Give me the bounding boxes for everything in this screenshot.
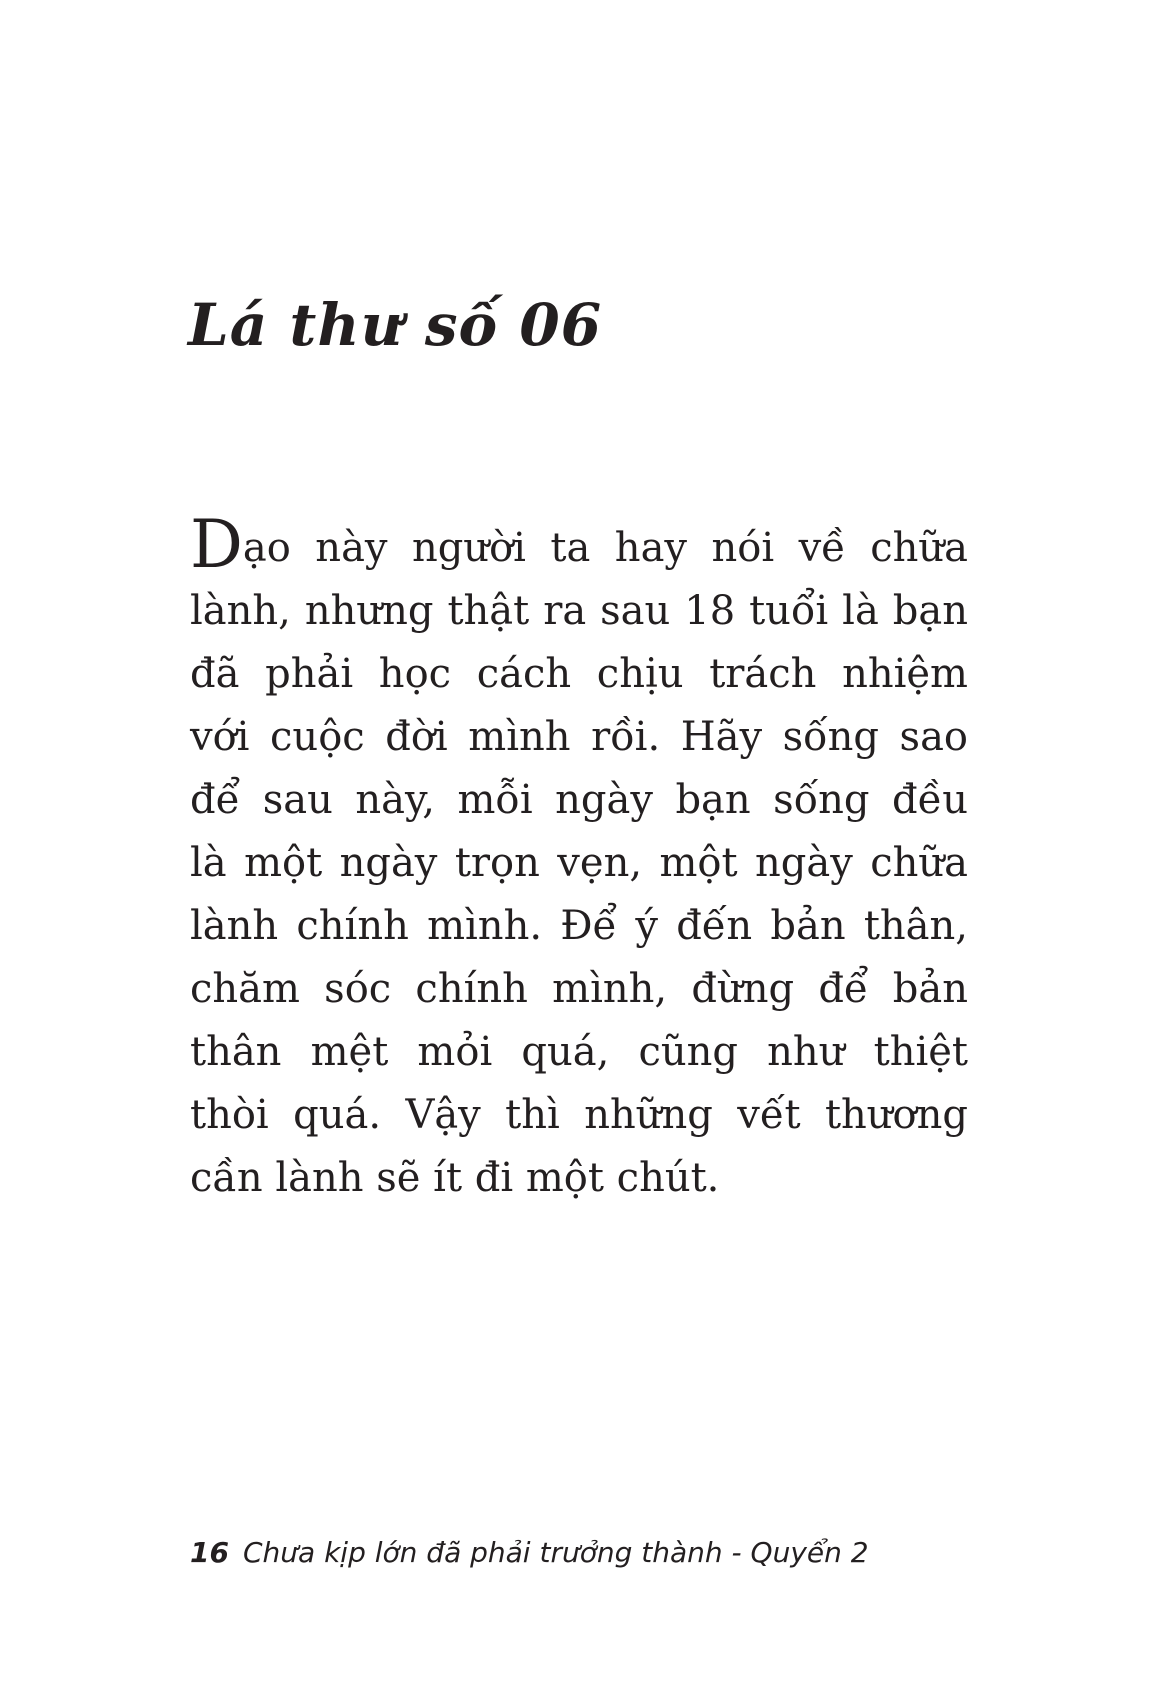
body-line: thòi quá. Vậy thì những vết thương: [190, 1092, 968, 1138]
body-line: với cuộc đời mình rồi. Hãy sống sao: [190, 714, 968, 760]
body-line: đã phải học cách chịu trách nhiệm: [190, 651, 968, 697]
page-number: 16: [190, 1536, 229, 1569]
body-line: lành chính mình. Để ý đến bản thân,: [190, 903, 968, 949]
body-line: thân mệt mỏi quá, cũng như thiệt: [190, 1029, 968, 1075]
body-line: chăm sóc chính mình, đừng để bản: [190, 966, 968, 1012]
body-line: lành, nhưng thật ra sau 18 tuổi là bạn: [190, 588, 968, 634]
drop-cap: D: [190, 506, 243, 583]
chapter-title: Lá thư số 06: [188, 291, 603, 359]
body-line: để sau này, mỗi ngày bạn sống đều: [190, 777, 968, 823]
body-paragraph: [190, 506, 968, 1210]
body-line-text: ạo này người ta hay nói về chữa: [242, 525, 968, 571]
page-footer: [190, 1533, 869, 1573]
body-line: cần lành sẽ ít đi một chút.: [190, 1155, 720, 1201]
body-line: là một ngày trọn vẹn, một ngày chữa: [190, 840, 968, 886]
running-book-title: Chưa kịp lớn đã phải trưởng thành - Quyển 2: [242, 1536, 869, 1569]
body-line: [190, 506, 968, 583]
